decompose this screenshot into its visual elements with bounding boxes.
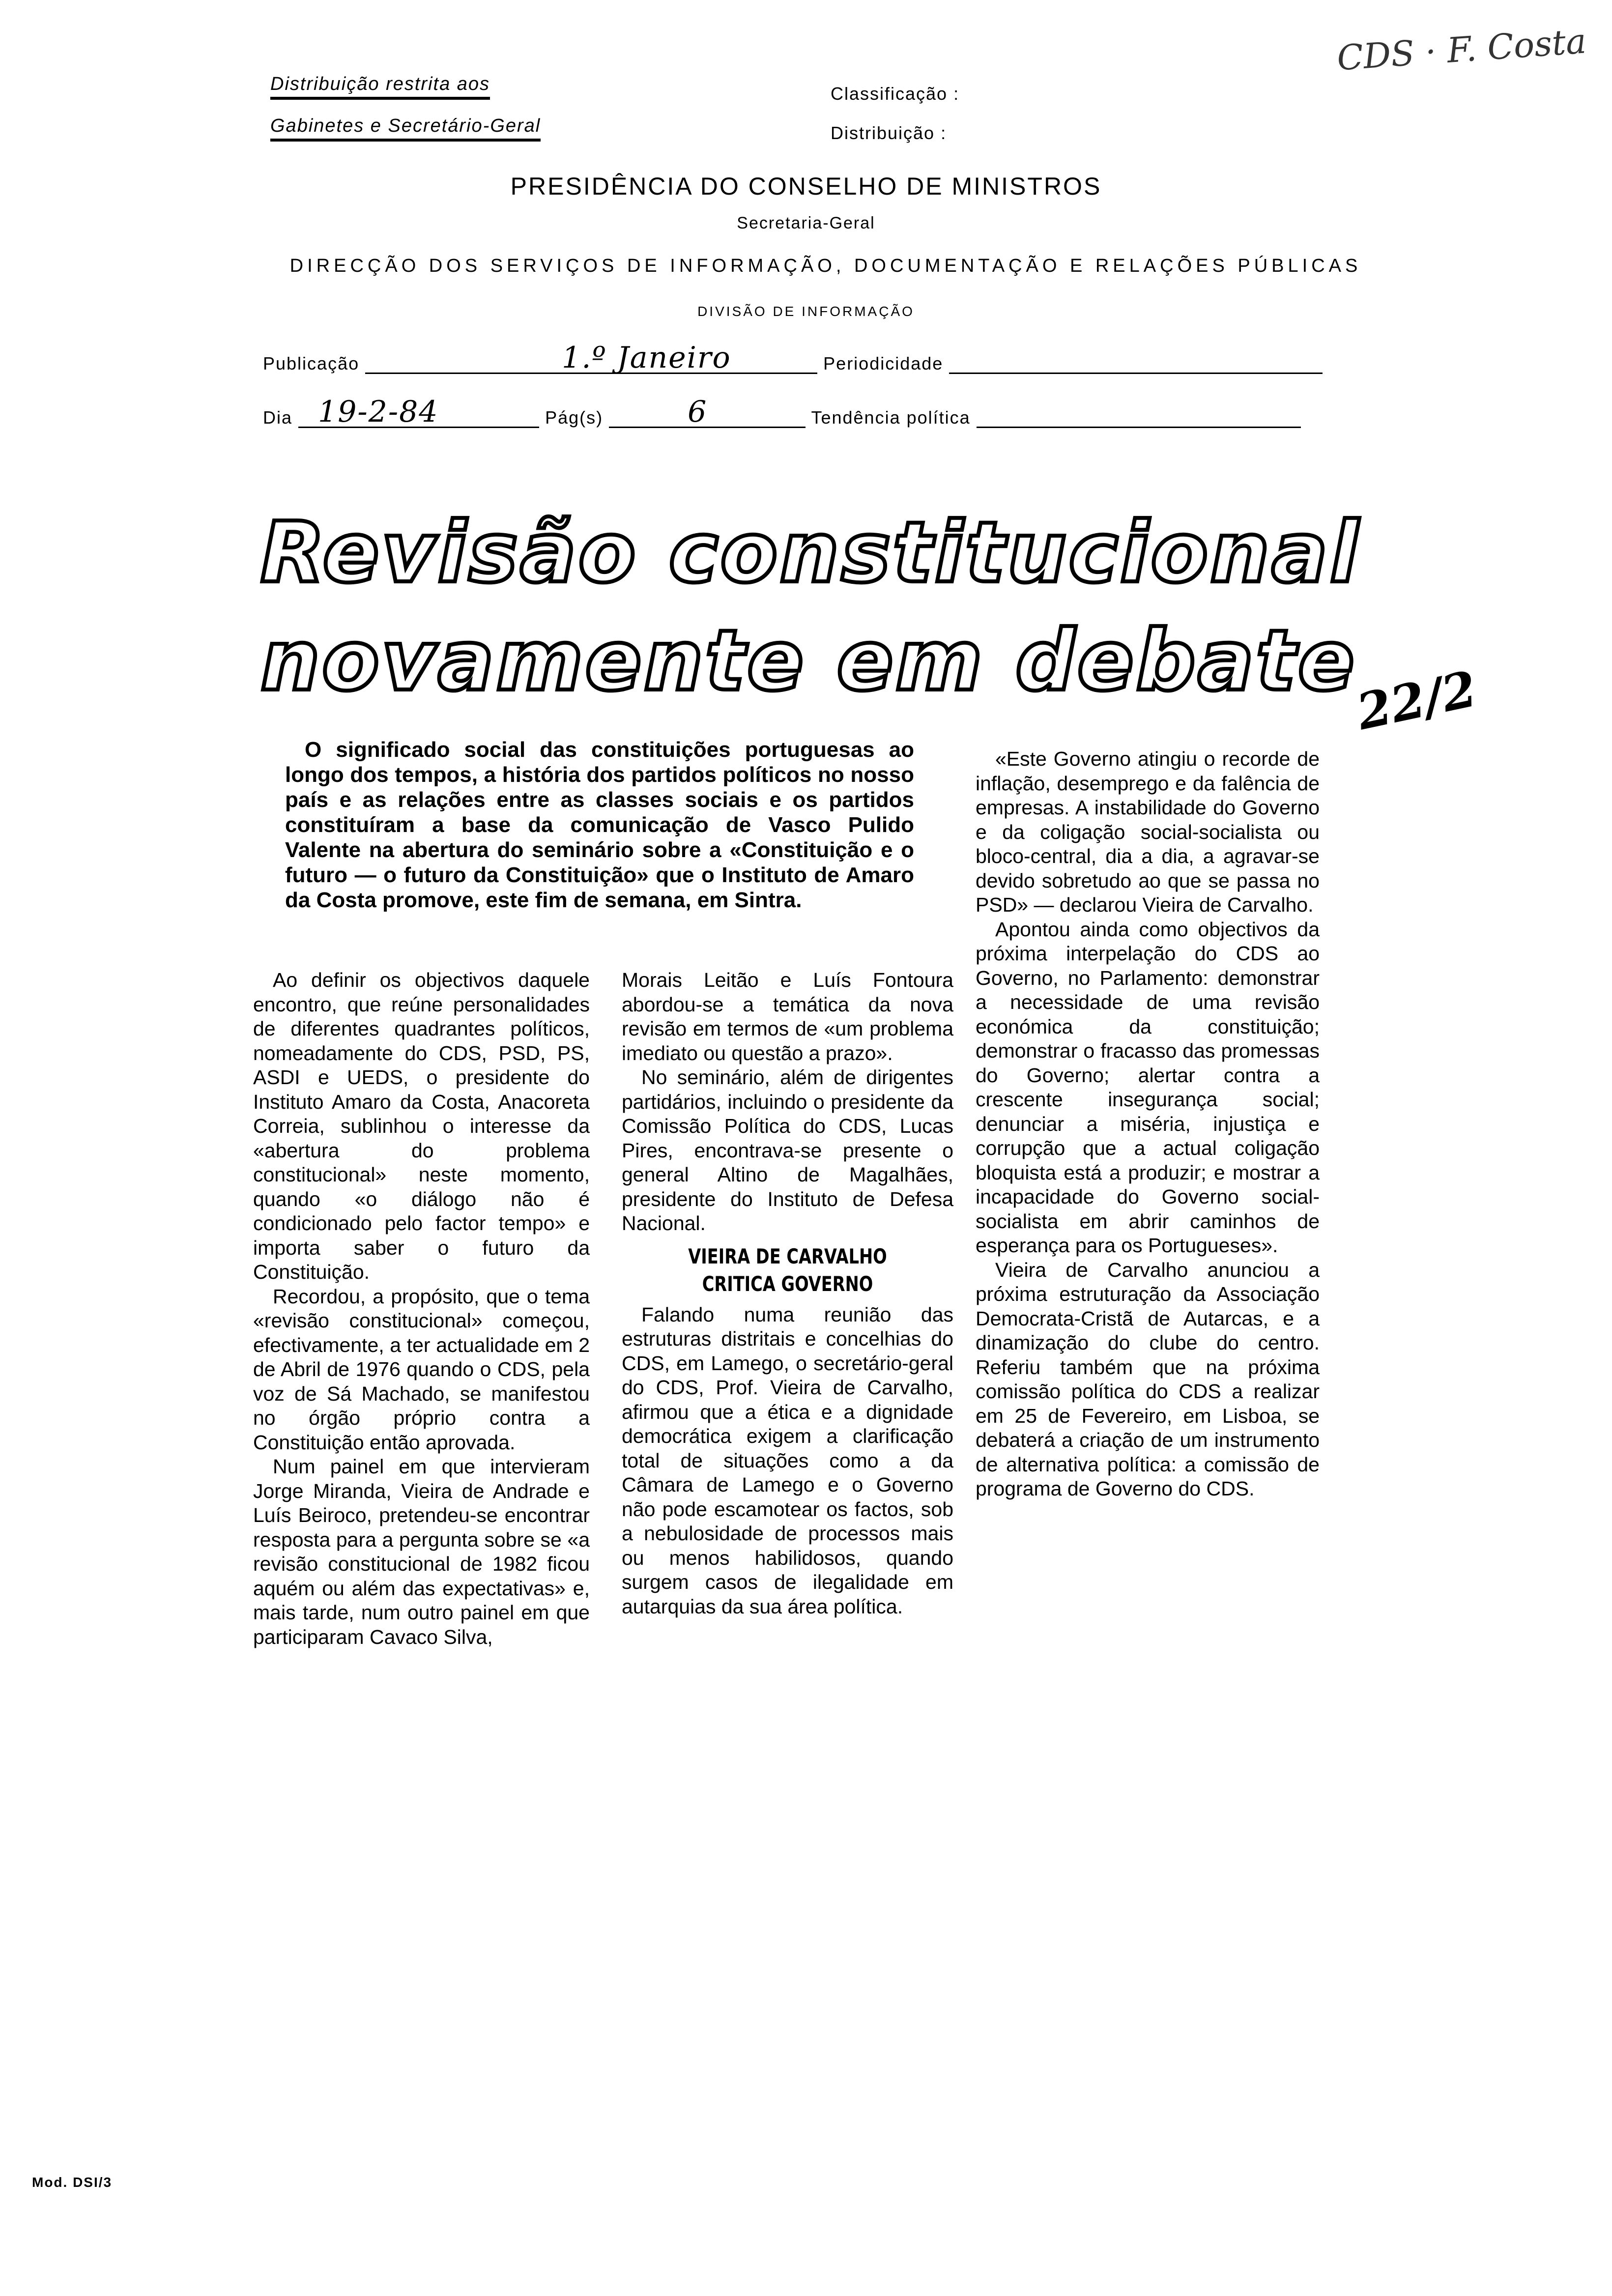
periodicidade-field xyxy=(949,349,1323,374)
publicacao-value: 1.º Janeiro xyxy=(562,341,731,375)
dia-value: 19-2-84 xyxy=(318,395,439,429)
publicacao-field xyxy=(365,341,817,375)
pag-value: 6 xyxy=(688,395,708,429)
form-row-date xyxy=(263,395,1301,429)
article-lead: O significado social das constituições portuguesas ao longo dos tempos, a história dos partidos políticos no nosso país e as relações entre as classes sociais e os partidos constituíram a base da comunicação de Vasco Pulido Valente na abertura do seminário sobre a «Constituição e o futuro — o futuro da Constituição» que o Instituto de Amaro da Costa promove, este fim de semana, em Sintra. xyxy=(285,738,914,912)
org-title: PRESIDÊNCIA DO CONSELHO DE MINISTROS xyxy=(510,172,1102,200)
distribution-restriction-line2: Gabinetes e Secretário-Geral xyxy=(270,115,541,142)
paragraph: Ao definir os objectivos daquele encontro, que reúne personalidades de diferentes quadrantes políticos, nomeadamente do CDS, PSD, PS, ASDI e UEDS, o presidente do Instituto Amaro da Costa, Anacoreta Correia, sublinhou o interesse da «abertura do problema constitucional» neste momento, quando «o diálogo não é condicionado pelo factor tempo» e importa saber o futuro da Constituição. xyxy=(253,969,590,1283)
dia-label: Dia xyxy=(263,407,293,428)
paragraph: No seminário, além de dirigentes partidários, incluindo o presidente da Comissão Política do CDS, Lucas Pires, encontrava-se presente o general Altino de Magalhães, presidente do Instituto de Defesa Nacional. xyxy=(622,1066,953,1234)
paragraph: «Este Governo atingiu o recorde de inflação, desemprego e da falência de empresas. A instabilidade do Governo e da coligação social-socialista ou bloco-central, dia a dia, a agravar-se devido sobretudo ao que se passa no PSD» — declarou Vieira de Carvalho. xyxy=(976,747,1320,916)
form-code: Mod. DSI/3 xyxy=(32,2175,113,2190)
paragraph: Vieira de Carvalho anunciou a próxima estruturação da Associação Democrata-Cristã de Autarcas, e a dinamização do clube do centro. Referiu também que na próxima comissão política do CDS a realizar em 25 de Fevereiro, em Lisboa, se debaterá a criação de um instrumento de alternativa política: a comissão de programa de Governo do CDS. xyxy=(976,1258,1320,1500)
handwritten-margin-note: 22/2 xyxy=(1352,659,1482,742)
paragraph: Recordou, a propósito, que o tema «revisão constitucional» começou, efectivamente, a ter actualidade em 2 de Abril de 1976 quando o CDS, pela voz de Sá Machado, se manifestou no órgão próprio contra a Constituição então aprovada. xyxy=(253,1285,590,1454)
org-subtitle: Secretaria-Geral xyxy=(737,214,875,232)
form-row-publication xyxy=(263,341,1323,375)
direction-title: DIRECÇÃO DOS SERVIÇOS DE INFORMAÇÃO, DOCUMENTAÇÃO E RELAÇÕES PÚBLICAS xyxy=(289,256,1362,276)
article-column-2 xyxy=(622,968,953,1619)
article-column-3 xyxy=(976,747,1320,1501)
subheading xyxy=(655,1243,921,1298)
pag-field xyxy=(609,395,806,429)
handwritten-corner-note: CDS · F. Costa xyxy=(1335,21,1588,79)
paragraph: Apontou ainda como objectivos da próxima interpelação do CDS ao Governo, no Parlamento: demonstrar a necessidade de uma revisão económica da constituição; demonstrar o fracasso das promessas do Governo; alertar contra a crescente insegurança social; denunciar a miséria, injustiça e corrupção que a actual coligação bloquista está a produzir; e mostrar a incapacidade do Governo social-socialista em abrir caminhos de esperança para os Portugueses». xyxy=(976,918,1320,1257)
publicacao-label: Publicação xyxy=(263,353,360,373)
paragraph: Num painel em que intervieram Jorge Miranda, Vieira de Andrade e Luís Beiroco, pretendeu-se encontrar resposta para a pergunta sobre se «a revisão constitucional de 1982 ficou aquém ou além das expectativas» e, mais tarde, num outro painel em que participaram Cavaco Silva, xyxy=(253,1455,590,1648)
headline-line2: novamente em debate xyxy=(260,612,1357,710)
headline-line1: Revisão constitucional xyxy=(260,504,1361,602)
division-title: DIVISÃO DE INFORMAÇÃO xyxy=(697,304,915,319)
distribution-label: Distribuição : xyxy=(831,123,947,143)
subheading-line1: VIEIRA DE CARVALHO xyxy=(688,1244,887,1268)
classification-label: Classificação : xyxy=(831,84,960,104)
distribution-restriction-line1: Distribuição restrita aos xyxy=(270,74,490,100)
tendencia-label: Tendência política xyxy=(811,407,971,428)
dia-field xyxy=(298,395,539,429)
article-column-1 xyxy=(253,968,590,1649)
periodicidade-label: Periodicidade xyxy=(823,353,944,373)
subheading-line2: CRITICA GOVERNO xyxy=(702,1271,873,1296)
tendencia-field xyxy=(977,403,1301,428)
pag-label: Pág(s) xyxy=(545,407,604,428)
paragraph: Morais Leitão e Luís Fontoura abordou-se a temática da nova revisão em termos de «um problema imediato ou questão a prazo». xyxy=(622,969,953,1064)
paragraph: Falando numa reunião das estruturas distritais e concelhias do CDS, em Lamego, o secretário-geral do CDS, Prof. Vieira de Carvalho, afirmou que a ética e a dignidade democrática exigem a clarificação total de situações como a da Câmara de Lamego e o Governo não pode escamotear os factos, sob a nebulosidade de processos mais ou menos habilidosos, quando surgem casos de ilegalidade em autarquias da sua área política. xyxy=(622,1303,953,1618)
